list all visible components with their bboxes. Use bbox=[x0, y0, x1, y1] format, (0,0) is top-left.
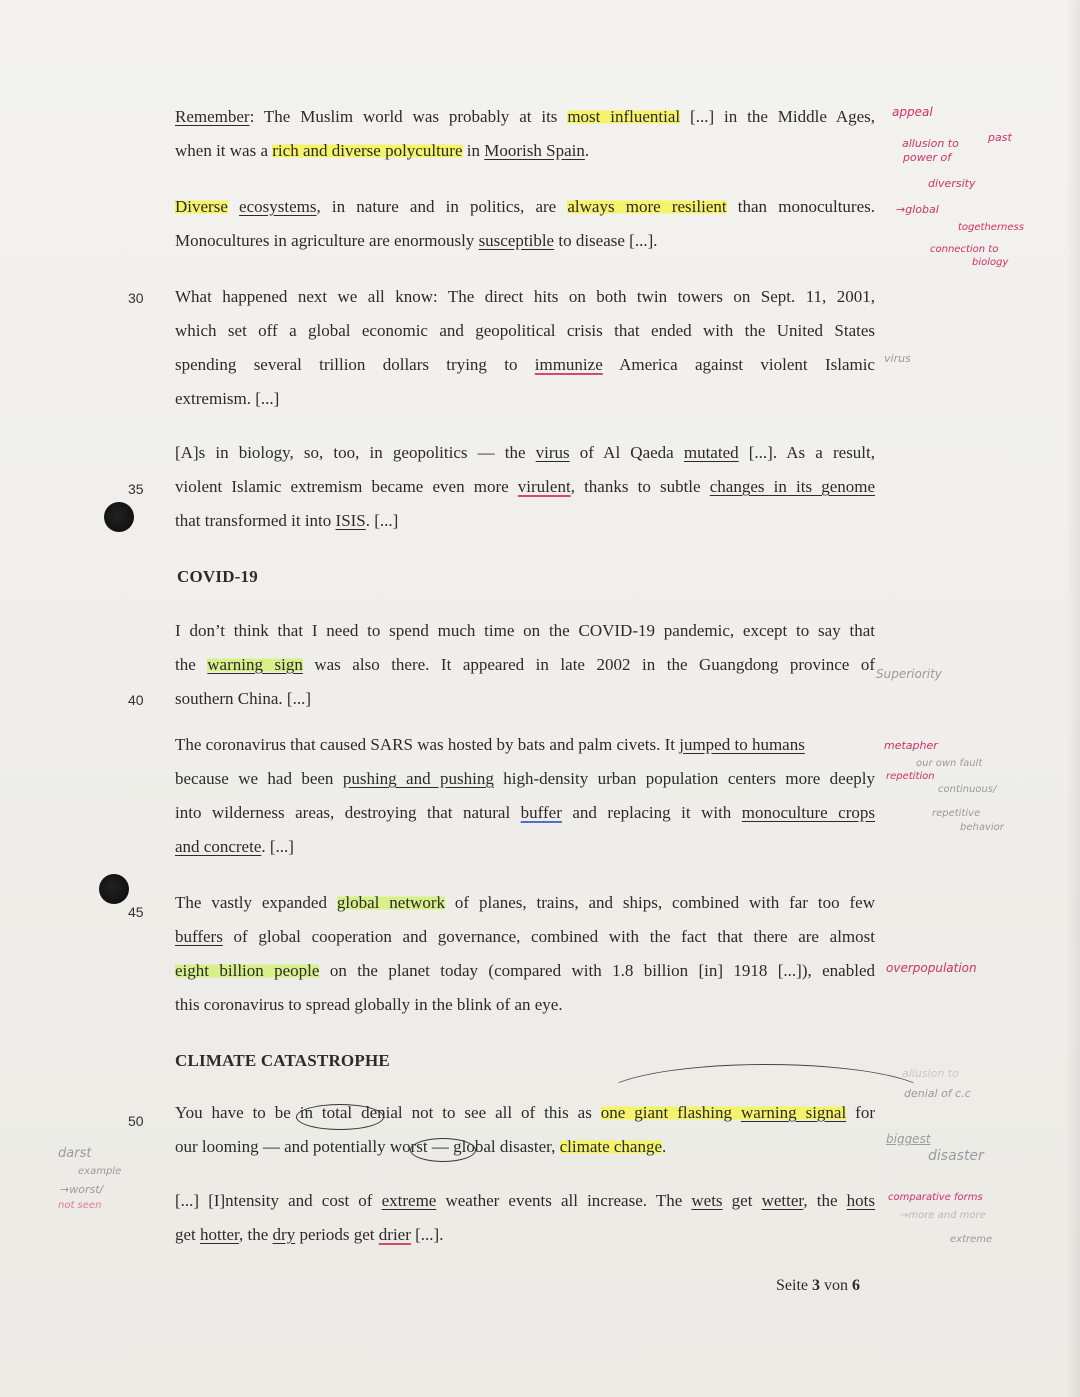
text-span: The coronavirus that caused SARS was hosted by bats and palm civets. It bbox=[175, 735, 680, 754]
annotation-disaster: disaster bbox=[928, 1148, 984, 1164]
text-span: . [...] bbox=[261, 837, 294, 856]
paragraph-diverse-ecosystems bbox=[175, 190, 875, 258]
annotation-left-darst: darst bbox=[58, 1146, 92, 1161]
text-span: was also there. It appeared in late 2002 in the Guangdong province of bbox=[302, 655, 875, 674]
text-line bbox=[175, 470, 875, 504]
paragraph-biology-geopolitics bbox=[175, 436, 875, 538]
text-span: our looming — and potentially worst — global disaster, bbox=[175, 1137, 560, 1156]
annotation-left-worst: →worst/ bbox=[60, 1183, 104, 1196]
underlined-text: susceptible bbox=[478, 231, 555, 250]
text-line bbox=[175, 762, 875, 796]
text-span: of planes, trains, and ships, combined with far too few bbox=[445, 893, 875, 912]
pen-circle-denial bbox=[296, 1104, 384, 1130]
annotation-overpopulation: overpopulation bbox=[886, 961, 977, 975]
annotation-superiority: Superiority bbox=[876, 667, 942, 681]
highlighted-text: warning sign bbox=[207, 655, 303, 674]
text-line bbox=[175, 224, 875, 258]
paragraph-remember bbox=[175, 100, 875, 168]
text-line bbox=[175, 830, 875, 864]
annotation-allusion-faded: allusion to bbox=[902, 1067, 959, 1080]
text-line bbox=[175, 648, 875, 682]
text-span: [...] [I]ntensity and cost of bbox=[175, 1191, 382, 1210]
text-line: this coronavirus to spread globally in the blink of an eye. bbox=[175, 995, 563, 1014]
underlined-text: buffer bbox=[520, 803, 562, 822]
paragraph-sars bbox=[175, 728, 875, 864]
text-line bbox=[175, 348, 875, 382]
underlined-text: Moorish Spain bbox=[484, 141, 585, 160]
text-line bbox=[175, 886, 875, 920]
underlined-text: buffers bbox=[175, 927, 223, 946]
text-span: [...]. bbox=[410, 1225, 444, 1244]
highlighted-text: global network bbox=[336, 893, 445, 912]
text-span: for bbox=[846, 1103, 875, 1122]
punch-hole-lower bbox=[99, 874, 129, 904]
text-span: . [...] bbox=[365, 511, 399, 530]
paragraph-intensity bbox=[175, 1184, 875, 1252]
highlighted-text: climate change bbox=[559, 1137, 663, 1156]
text-span: on the planet today (compared with 1.8 billion [in] 1918 [...]), enabled bbox=[319, 961, 875, 980]
underlined-text: wetter bbox=[761, 1191, 804, 1210]
text-span: [A]s in biology, so, too, in geopolitics — the bbox=[175, 443, 536, 462]
highlighted-text: most influential bbox=[567, 107, 681, 126]
text-line bbox=[175, 1130, 875, 1164]
underlined-text: hots bbox=[846, 1191, 876, 1210]
page-current: 3 bbox=[812, 1277, 820, 1294]
annotation-appeal: appeal bbox=[892, 105, 933, 119]
annotation-virus: virus bbox=[884, 352, 911, 365]
underlined-text: virus bbox=[535, 443, 570, 462]
pen-curve-denial bbox=[600, 1064, 932, 1132]
underlined-text: ecosystems bbox=[239, 197, 317, 216]
underlined-text: virulent bbox=[517, 477, 571, 496]
text-span: into wilderness areas, destroying that natural bbox=[175, 803, 521, 822]
text-span: than monocultures. bbox=[726, 197, 876, 216]
text-span: : The Muslim world was probably at its bbox=[249, 107, 568, 126]
underlined-text: hotter bbox=[200, 1225, 240, 1244]
annotation-power-of: power of bbox=[903, 151, 952, 164]
page-edge-shadow bbox=[1066, 0, 1080, 1397]
underlined-text: dry bbox=[272, 1225, 296, 1244]
text-line: I don’t think that I need to spend much time on the COVID-19 pandemic, except to say that bbox=[175, 621, 875, 640]
paragraph-what-happened bbox=[175, 280, 875, 416]
underlined-text: jumped to humans bbox=[679, 735, 805, 754]
text-span: in bbox=[462, 141, 485, 160]
underlined-text: drier bbox=[378, 1225, 411, 1244]
text-span bbox=[228, 197, 239, 216]
text-span: violent Islamic extremism became even more bbox=[175, 477, 518, 496]
text-span: of Al Qaeda bbox=[569, 443, 684, 462]
annotation-left-not-seen: not seen bbox=[58, 1200, 102, 1211]
underlined-text: and concrete bbox=[175, 837, 262, 856]
underlined-text: extreme bbox=[381, 1191, 437, 1210]
text-span: to disease [...]. bbox=[554, 231, 658, 250]
underlined-text: pushing and pushing bbox=[342, 769, 494, 788]
text-line bbox=[175, 728, 875, 762]
paragraph-global-network bbox=[175, 886, 875, 1022]
text-span: , the bbox=[803, 1191, 847, 1210]
highlighted-text: eight billion people bbox=[175, 961, 320, 980]
annotation-repetition: repetition bbox=[886, 771, 935, 782]
annotation-repetitive: repetitive bbox=[932, 808, 981, 819]
line-number-40: 40 bbox=[128, 692, 144, 708]
text-line bbox=[175, 1184, 875, 1218]
text-span: the bbox=[175, 655, 208, 674]
text-span: when it was a bbox=[175, 141, 273, 160]
text-span: and replacing it with bbox=[561, 803, 742, 822]
text-span: get bbox=[722, 1191, 762, 1210]
annotation-togetherness: togetherness bbox=[958, 222, 1024, 233]
text-line bbox=[175, 436, 875, 470]
text-span: , in nature and in politics, are bbox=[316, 197, 568, 216]
text-line: southern China. [...] bbox=[175, 689, 311, 708]
text-span: America against violent Islamic bbox=[602, 355, 875, 374]
highlighted-text: warning signal bbox=[740, 1103, 847, 1122]
punch-hole-upper bbox=[104, 502, 134, 532]
text-span: because we had been bbox=[175, 769, 343, 788]
text-span: spending several trillion dollars trying to bbox=[175, 355, 535, 374]
text-span: . bbox=[662, 1137, 667, 1156]
annotation-past: past bbox=[988, 131, 1012, 144]
underlined-text: wets bbox=[691, 1191, 723, 1210]
text-span: Monocultures in agriculture are enormously bbox=[175, 231, 479, 250]
highlighted-text: always more resilient bbox=[567, 197, 727, 216]
text-span: Remember bbox=[175, 107, 250, 126]
annotation-allusion: allusion to bbox=[902, 137, 959, 150]
text-span: . bbox=[584, 141, 590, 160]
annotation-left-example: example bbox=[78, 1166, 122, 1177]
highlighted-text: Diverse bbox=[175, 197, 228, 216]
text-span: of global cooperation and governance, combined with the fact that there are almost bbox=[222, 927, 875, 946]
underlined-text: changes in its genome bbox=[709, 477, 876, 496]
text-line: What happened next we all know: The direct hits on both twin towers on Sept. 11, 2001, bbox=[175, 287, 875, 306]
annotation-more-and-more: →more and more bbox=[900, 1210, 986, 1221]
page-label: Seite bbox=[776, 1277, 812, 1294]
underlined-text: monoculture crops bbox=[741, 803, 876, 822]
line-number-50: 50 bbox=[128, 1113, 144, 1129]
text-span: weather events all increase. The bbox=[436, 1191, 692, 1210]
text-span: The vastly expanded bbox=[175, 893, 337, 912]
text-line bbox=[175, 504, 875, 538]
annotation-connection: connection to bbox=[930, 244, 999, 255]
highlighted-text: one giant flashing bbox=[600, 1103, 741, 1122]
annotation-biggest: biggest bbox=[886, 1132, 931, 1146]
text-line bbox=[175, 134, 875, 168]
text-line bbox=[175, 1218, 875, 1252]
heading-covid-19: COVID-19 bbox=[177, 567, 258, 586]
text-span: [...]. As a result, bbox=[738, 443, 876, 462]
annotation-biology: biology bbox=[972, 257, 1009, 268]
annotation-our-own-fault: our own fault bbox=[916, 758, 983, 769]
line-number-30: 30 bbox=[128, 290, 144, 306]
text-span: periods get bbox=[295, 1225, 379, 1244]
page-separator: von bbox=[820, 1277, 852, 1294]
underlined-text: ISIS bbox=[335, 511, 366, 530]
text-span: [...] in the Middle Ages, bbox=[680, 107, 876, 126]
text-span: that transformed it into bbox=[175, 511, 336, 530]
underlined-text: mutated bbox=[683, 443, 739, 462]
annotation-continuous: continuous/ bbox=[938, 784, 997, 795]
page-total: 6 bbox=[852, 1277, 860, 1294]
line-number-35: 35 bbox=[128, 481, 144, 497]
text-span: , the bbox=[239, 1225, 273, 1244]
highlighted-text: rich and diverse polyculture bbox=[272, 141, 463, 160]
annotation-behavior: behavior bbox=[960, 822, 1004, 833]
text-line: extremism. [...] bbox=[175, 389, 280, 408]
page-number bbox=[776, 1277, 860, 1295]
underlined-text: immunize bbox=[534, 355, 603, 374]
text-line bbox=[175, 954, 875, 988]
annotation-metaphor: metapher bbox=[884, 739, 938, 752]
annotation-extreme: extreme bbox=[950, 1234, 993, 1245]
text-span: get bbox=[175, 1225, 201, 1244]
text-line bbox=[175, 920, 875, 954]
pen-circle-worst bbox=[410, 1138, 476, 1162]
text-line bbox=[175, 796, 875, 830]
text-span: high-density urban population centers more deeply bbox=[493, 769, 875, 788]
annotation-global: →global bbox=[896, 203, 939, 216]
annotation-comparative-forms: comparative forms bbox=[888, 1192, 983, 1203]
heading-climate-catastrophe: CLIMATE CATASTROPHE bbox=[175, 1051, 390, 1070]
text-span: , thanks to subtle bbox=[570, 477, 710, 496]
paragraph-covid-pandemic bbox=[175, 614, 875, 716]
line-number-45: 45 bbox=[128, 904, 144, 920]
text-line bbox=[175, 190, 875, 224]
text-span: You have to be in total denial not to see all of this as bbox=[175, 1103, 601, 1122]
text-line bbox=[175, 100, 875, 134]
annotation-denial-of-cc: denial of c.c bbox=[904, 1087, 971, 1100]
text-line: which set off a global economic and geopolitical crisis that ended with the United States bbox=[175, 321, 875, 340]
annotation-diversity: diversity bbox=[928, 177, 976, 190]
